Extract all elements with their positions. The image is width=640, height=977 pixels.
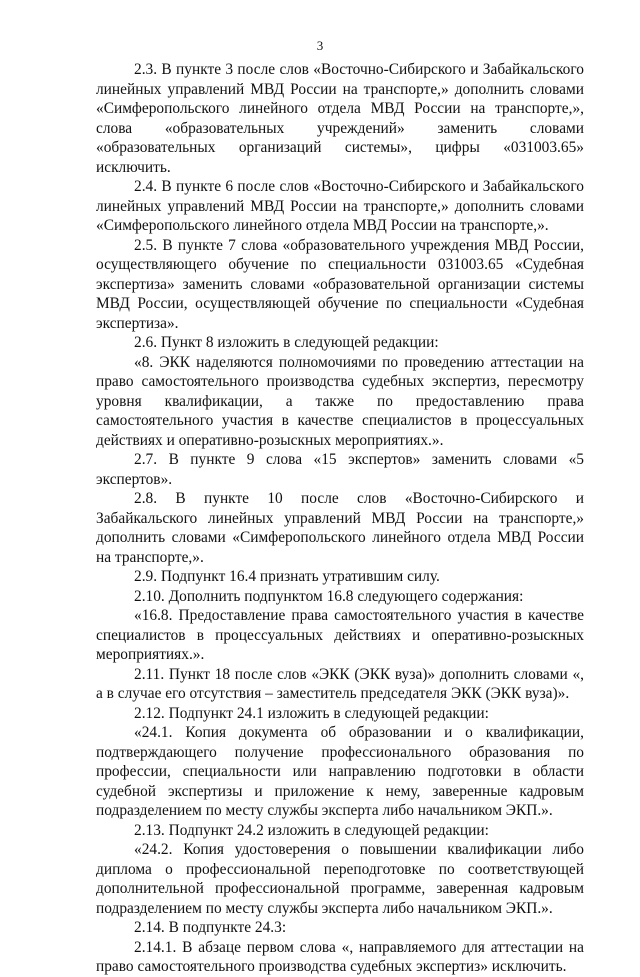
paragraph-2-4: 2.4. В пункте 6 после слов «Восточно-Сибирского и Забайкальского линейных управлений МВД России на транспорте,» дополнить словами «Симферопольского линейного отдела МВД России на транспорте,». xyxy=(96,178,584,234)
document-body xyxy=(96,60,584,977)
paragraph-2-14-1: 2.14.1. В абзаце первом слова «, направляемого для аттестации на право самостоятельного производства судебных экспертиз» исключить. xyxy=(96,938,584,975)
paragraph-quote-24-2: «24.2. Копия удостоверения о повышении квалификации либо диплома о профессиональной переподготовке по соответствующей дополнительной профессиональной программе, заверенная кадровым подразделением по месту службы эксперта либо начальником ЭКП.». xyxy=(96,841,584,917)
paragraph-2-7: 2.7. В пункте 9 слова «15 экспертов» заменить словами «5 экспертов». xyxy=(96,451,584,488)
paragraph-2-13: 2.13. Подпункт 24.2 изложить в следующей редакции: xyxy=(134,821,489,839)
paragraph-2-14: 2.14. В подпункте 24.3: xyxy=(134,919,287,936)
paragraph-quote-24-1: «24.1. Копия документа об образовании и о квалификации, подтверждающего получение профессионального образования по профессии, специальности или направлению подготовки в области судебной экспертизы и приложение к нему, заверенные кадровым подразделением по месту службы эксперта либо начальником ЭКП.». xyxy=(96,724,584,819)
paragraph-2-9: 2.9. Подпункт 16.4 признать утратившим силу. xyxy=(134,568,440,585)
page-number: 3 xyxy=(316,38,324,53)
paragraph-2-5: 2.5. В пункте 7 слова «образовательного учреждения МВД России, осуществляющего обучение по специальности 031003.65 «Судебная экспертиза» заменить словами «образовательной организации системы МВД России, осуществляющей обучение по специальности «Судебная экспертиза». xyxy=(96,236,584,332)
paragraph-2-12: 2.12. Подпункт 24.1 изложить в следующей редакции: xyxy=(134,704,489,722)
paragraph-2-11: 2.11. Пункт 18 после слов «ЭКК (ЭКК вуза)» дополнить словами «, а в случае его отсутствия – заместитель председателя ЭКК (ЭКК вуза)». xyxy=(96,665,584,702)
paragraph-2-3: 2.3. В пункте 3 после слов «Восточно-Сибирского и Забайкальского линейных управлений МВД России на транспорте,» дополнить словами «Симферопольского линейного отдела МВД России на транспорте,», слова «образовательных учреждений» заменить словами «образовательных организаций системы», цифры «031003.65» исключить. xyxy=(96,61,584,176)
paragraph-2-8: 2.8. В пункте 10 после слов «Восточно-Сибирского и Забайкальского линейных управлений МВД России на транспорте,» дополнить словами «Симферопольского линейного отдела МВД России на транспорте,». xyxy=(96,490,584,566)
paragraph-quote-16-8: «16.8. Предоставление права самостоятельного участия в качестве специалистов в процессуальных действиях и оперативно-розыскных мероприятиях.». xyxy=(96,607,584,663)
paragraph-quote-8: «8. ЭКК наделяются полномочиями по проведению аттестации на право самостоятельного производства судебных экспертиз, пересмотру уровня квалификации, а также по предоставлению права самостоятельного участия в качестве специалистов в процессуальных действиях и оперативно-розыскных мероприятиях.». xyxy=(96,353,584,449)
paragraph-2-10: 2.10. Дополнить подпунктом 16.8 следующего содержания: xyxy=(134,587,524,605)
paragraph-2-6: 2.6. Пункт 8 изложить в следующей редакции: xyxy=(134,334,439,351)
